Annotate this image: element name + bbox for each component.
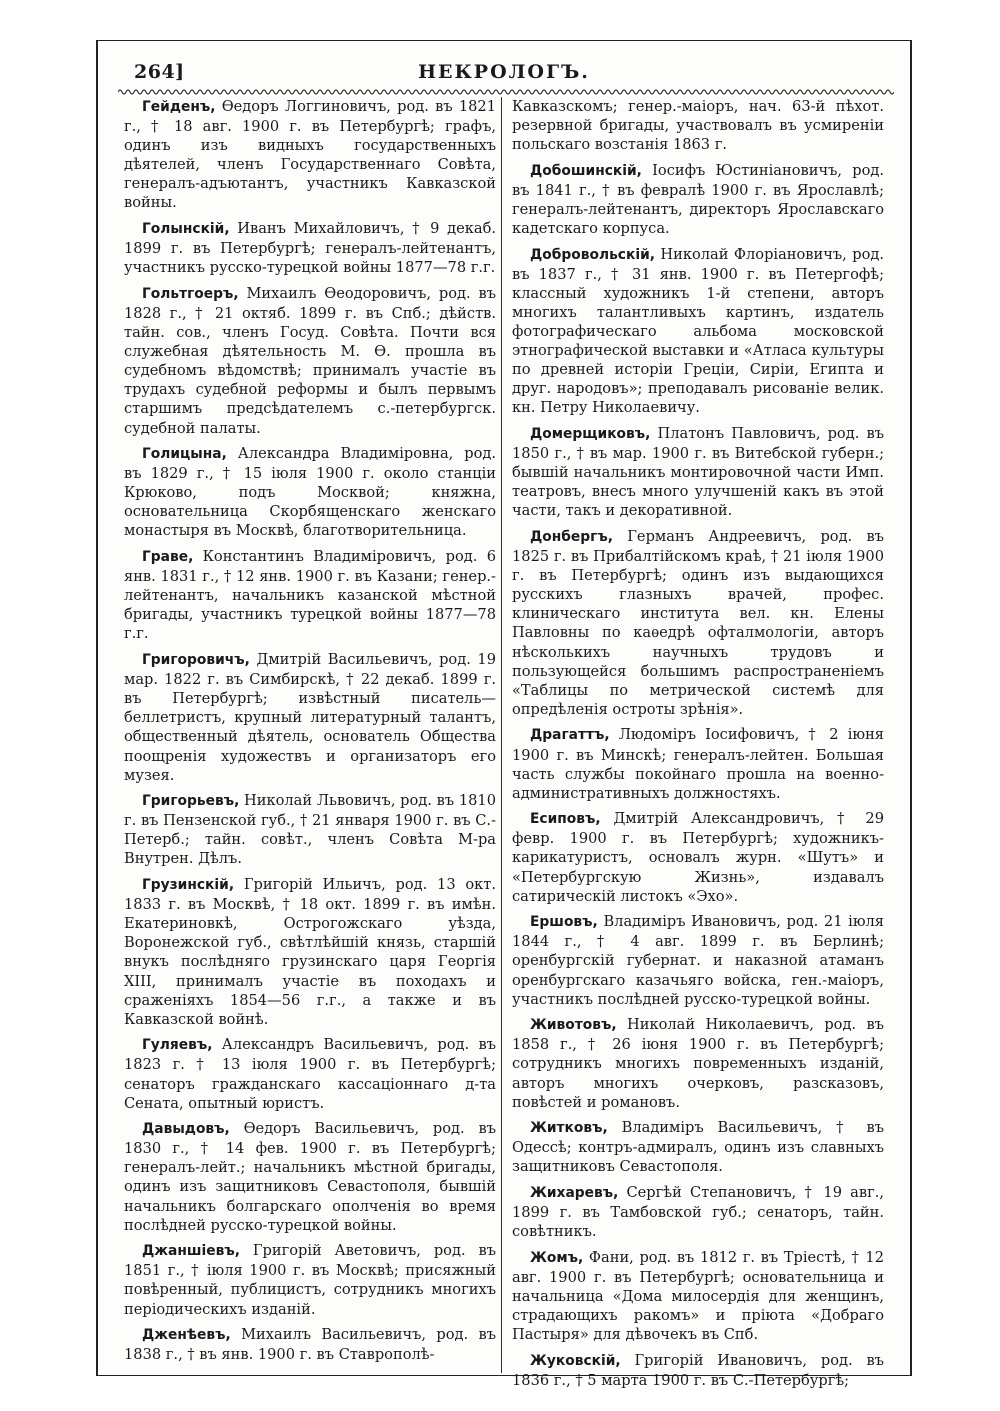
entry-surname: Жихаревъ, bbox=[530, 1184, 619, 1201]
entry-text: Сергѣй Степановичъ, † 19 авг., 1899 г. въ Тамбовской губ.; сенаторъ, тайн. совѣтникъ. bbox=[512, 1183, 884, 1241]
entry-surname: Житковъ, bbox=[530, 1120, 608, 1137]
obituary-entry bbox=[124, 219, 496, 277]
entry-text: Кавказскомъ; генер.-маіоръ, нач. 63-й пѣхот. резервной бригады, участвовалъ въ усмиреніи польскаго возстанія 1863 г. bbox=[512, 98, 884, 154]
entry-surname: Добошинскій, bbox=[530, 162, 642, 179]
entry-text: Александръ Васильевичъ, род. въ 1823 г. † 13 іюля 1900 г. въ Петербургѣ; сенаторъ гражданскаго кассаціоннаго д-та Сената, опытный юристъ. bbox=[124, 1036, 496, 1112]
entry-text: Владиміръ Ивановичъ, род. 21 іюля 1844 г., † 4 авг. 1899 г. въ Берлинѣ; оренбургскій губернат. и наказной атаманъ оренбургскаго казачьяго войска, ген.-маіоръ, участникъ послѣдней русско-турецкой войны. bbox=[512, 913, 884, 1008]
obituary-entry bbox=[124, 1325, 496, 1364]
entry-surname: Гуляевъ, bbox=[142, 1037, 213, 1054]
left-column bbox=[124, 97, 496, 1371]
entry-text: Михаилъ Ѳеодоровичъ, род. въ 1828 г., † 21 октяб. 1899 г. въ Спб.; дѣйств. тайн. сов., членъ Госуд. Совѣта. Почти вся служебная дѣятельность М. Ѳ. прошла въ судебномъ вѣдомствѣ; принималъ участіе въ трудахъ судебной реформы и былъ первымъ старшимъ предсѣдателемъ с.-петербургск. судебной палаты. bbox=[124, 284, 496, 437]
obituary-entry bbox=[512, 912, 884, 1008]
entry-surname: Жуковскій, bbox=[530, 1352, 621, 1369]
entry-text: Михаилъ Васильевичъ, род. въ 1838 г., † въ янв. 1900 г. въ Ставрополѣ- bbox=[124, 1326, 496, 1364]
entry-text: Григорій Аветовичъ, род. въ 1851 г., † іюля 1900 г. въ Москвѣ; присяжный повѣренный, публицистъ, сотрудникъ многихъ періодическихъ изданій. bbox=[124, 1242, 496, 1318]
obituary-entry bbox=[512, 527, 884, 719]
entry-surname: Давыдовъ, bbox=[142, 1121, 230, 1138]
entry-text: Людоміръ Іосифовичъ, † 2 іюня 1900 г. въ Минскѣ; генералъ-лейтен. Большая часть службы покойнаго прошла на военно-административныхъ должностяхъ. bbox=[512, 726, 884, 802]
entry-text: Григорій Ивановичъ, род. въ 1836 г., † 5 марта 1900 г. въ С.-Петербургѣ; bbox=[512, 1351, 884, 1389]
obituary-entry bbox=[124, 547, 496, 643]
page-header bbox=[98, 41, 910, 93]
right-column bbox=[512, 97, 884, 1396]
entry-text: Владиміръ Васильевичъ, † въ Одессѣ; контръ-адмиралъ, одинъ изъ славныхъ защитниковъ Севастополя. bbox=[512, 1119, 884, 1176]
entry-surname: Донбергъ, bbox=[530, 528, 613, 545]
entry-text: Платонъ Павловичъ, род. въ 1850 г., † въ мар. 1900 г. въ Витебской губерн.; бывшій начальникъ монтировочной части Имп. театровъ, внесъ много улучшеній какъ въ этой части, такъ и декоративной. bbox=[512, 425, 884, 520]
entry-surname: Добровольскій, bbox=[530, 246, 655, 263]
entry-surname: Ершовъ, bbox=[530, 914, 598, 931]
column-divider bbox=[501, 97, 502, 1373]
entry-surname: Дженѣевъ, bbox=[142, 1327, 231, 1344]
obituary-entry bbox=[124, 1241, 496, 1318]
entry-surname: Жомъ, bbox=[530, 1249, 584, 1266]
entry-text: Іосифъ Юстиніановичъ, род. въ 1841 г., † въ февралѣ 1900 г. въ Ярославлѣ; генералъ-лейтенантъ, директоръ Ярославскаго кадетскаго корпуса. bbox=[512, 161, 884, 238]
running-title: НЕКРОЛОГЪ. bbox=[418, 61, 590, 83]
entry-surname: Грузинскій, bbox=[142, 877, 235, 894]
obituary-entry bbox=[512, 1351, 884, 1390]
entry-surname: Гейденъ, bbox=[142, 99, 216, 115]
obituary-entry bbox=[512, 161, 884, 238]
entry-surname: Драгаттъ, bbox=[530, 727, 610, 744]
entry-text: Ѳедоръ Васильевичъ, род. въ 1830 г., † 14 фев. 1900 г. въ Петербургѣ; генералъ-лейт.; начальникъ мѣстной бригады, одинъ изъ защитниковъ Севастополя, бывшій начальникъ болгарскаго ополченія во время послѣдней русско-турецкой войны. bbox=[124, 1120, 496, 1234]
obituary-entry bbox=[512, 97, 884, 154]
obituary-entry bbox=[512, 725, 884, 802]
entry-text: Иванъ Михайловичъ, † 9 декаб. 1899 г. въ Петербургѣ; генералъ-лейтенантъ, участникъ русско-турецкой войны 1877—78 г.г. bbox=[124, 220, 496, 277]
entry-text: Константинъ Владиміровичъ, род. 6 янв. 1831 г., † 12 янв. 1900 г. въ Казани; генер.-лейтенантъ, начальникъ казанской мѣстной бригады, участникъ турецкой войны 1877—78 г.г. bbox=[124, 548, 496, 643]
entry-text: Дмитрій Александровичъ, † 29 февр. 1900 г. въ Петербургѣ; художникъ-карикатуристъ, основалъ журн. «Шутъ» и «Петербургскую Жизнь», издавалъ сатирическій листокъ «Эхо». bbox=[512, 810, 884, 905]
obituary-entry bbox=[124, 1035, 496, 1112]
entry-text: Николай Николаевичъ, род. въ 1858 г., † 26 іюня 1900 г. въ Петербургѣ; сотрудникъ многихъ повременныхъ изданій, авторъ многихъ очерковъ, разсказовъ, повѣстей и романовъ. bbox=[512, 1016, 884, 1111]
entry-text: Дмитрій Васильевичъ, род. 19 мар. 1822 г. въ Симбирскѣ, † 22 декаб. 1899 г. въ Петербургѣ; извѣстный писатель—беллетристъ, крупный литературный талантъ, общественный дѣятель, основатель Общества поощренія художествъ и организаторъ его музея. bbox=[124, 651, 496, 784]
obituary-entry bbox=[512, 245, 884, 418]
obituary-entry bbox=[512, 424, 884, 520]
obituary-entry bbox=[512, 809, 884, 905]
entry-surname: Гольтгоеръ, bbox=[142, 285, 239, 302]
entry-text: Германъ Андреевичъ, род. въ 1825 г. въ Прибалтійскомъ краѣ, † 21 іюля 1900 г. въ Петербургѣ; одинъ изъ выдающихся русскихъ глазныхъ врачей, профес. клиническаго института вел. кн. Елены Павловны по каѳедрѣ офталмологіи, авторъ нѣсколькихъ научныхъ трудовъ и пользующейся большимъ распространеніемъ «Таблицы по метрической системѣ для опредѣленія остроты зрѣнія». bbox=[512, 527, 884, 718]
obituary-entry bbox=[512, 1183, 884, 1241]
entry-text: Николай Львовичъ, род. въ 1810 г. въ Пензенской губ., † 21 января 1900 г. въ С.-Петерб.; тайн. совѣт., членъ Совѣта М-ра Внутрен. Дѣлъ. bbox=[124, 792, 496, 868]
entry-text: Ѳедоръ Логгиновичъ, род. въ 1821 г., † 18 авг. 1900 г. въ Петербургѣ; графъ, одинъ изъ видныхъ государственныхъ дѣятелей, членъ Государственнаго Совѣта, генералъ-адъютантъ, участникъ Кавказской войны. bbox=[124, 98, 496, 212]
obituary-entry bbox=[124, 284, 496, 438]
wavy-rule-divider bbox=[118, 87, 894, 97]
entry-surname: Григоровичъ, bbox=[142, 652, 250, 669]
obituary-entry bbox=[124, 97, 496, 213]
entry-text: Николай Флоріановичъ, род. въ 1837 г., † 31 янв. 1900 г. въ Петергофѣ; классный художникъ 1-й степени, авторъ многихъ талантливыхъ картинъ, издатель фотографическаго альбома московской этнографической выставки и «Атласа культуры по древней исторіи Греціи, Сиріи, Египта и друг. народовъ»; преподавалъ рисованіе велик. кн. Петру Николаевичу. bbox=[512, 245, 884, 417]
entry-surname: Есиповъ, bbox=[530, 811, 601, 828]
entry-surname: Голицына, bbox=[142, 446, 227, 463]
obituary-entry bbox=[124, 444, 496, 540]
obituary-entry bbox=[124, 875, 496, 1029]
entry-text: Григорій Ильичъ, род. 13 окт. 1833 г. въ Москвѣ, † 18 окт. 1899 г. въ имѣн. Екатериновкѣ, Острогожскаго уѣзда, Воронежской губ., свѣтлѣйшій князь, старшій внукъ послѣдняго грузинскаго царя Георгія XIII, принималъ участіе въ походахъ и сраженіяхъ 1854—56 г.г., а также и въ Кавказской войнѣ. bbox=[124, 876, 496, 1028]
entry-text: Александра Владиміровна, род. въ 1829 г., † 15 іюля 1900 г. около станціи Крюково, подъ Москвой; княжна, основательница Скорбященскаго женскаго монастыря въ Москвѣ, благотворительница. bbox=[124, 445, 496, 540]
entry-surname: Домерщиковъ, bbox=[530, 426, 651, 442]
entry-surname: Григорьевъ, bbox=[142, 793, 240, 810]
obituary-entry bbox=[124, 650, 496, 785]
entry-surname: Животовъ, bbox=[530, 1017, 617, 1034]
entry-surname: Граве, bbox=[142, 549, 194, 566]
obituary-entry bbox=[512, 1118, 884, 1176]
page-frame bbox=[96, 40, 912, 1389]
entry-text: Фани, род. въ 1812 г. въ Тріестѣ, † 12 авг. 1900 г. въ Петербургѣ; основательница и начальница «Дома милосердія для женщинъ, страдающихъ ракомъ» и пріюта «Добраго Пастыря» для дѣвочекъ въ Спб. bbox=[512, 1248, 884, 1344]
obituary-entry bbox=[512, 1015, 884, 1111]
obituary-entry bbox=[124, 791, 496, 868]
page-number: 264] bbox=[134, 61, 185, 83]
entry-surname: Джаншіевъ, bbox=[142, 1243, 240, 1260]
entry-surname: Голынскій, bbox=[142, 221, 230, 238]
obituary-entry bbox=[124, 1119, 496, 1235]
obituary-entry bbox=[512, 1248, 884, 1344]
